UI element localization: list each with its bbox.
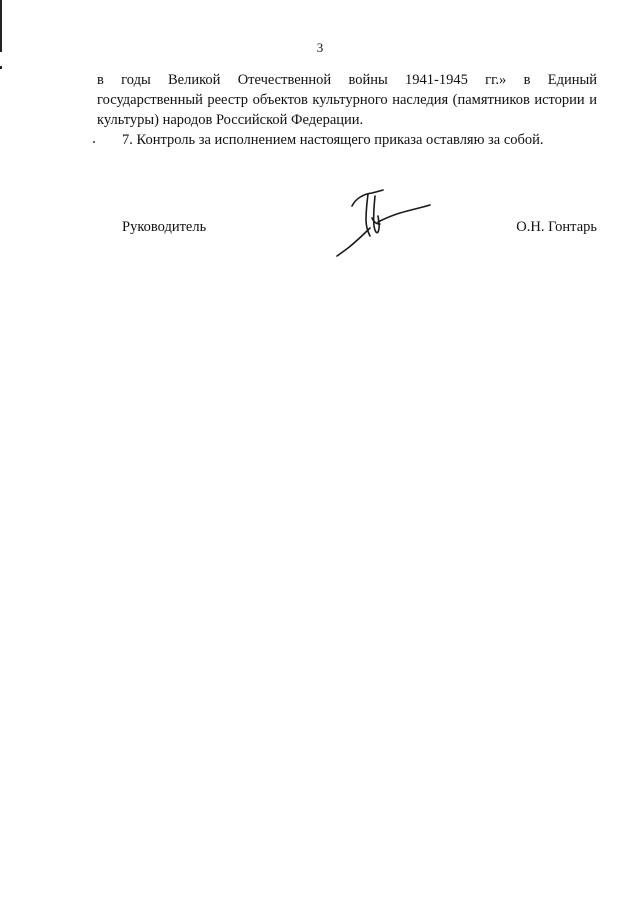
paragraph-item-7: 7. Контроль за исполнением настоящего приказа оставляю за собой.	[122, 132, 544, 148]
paragraph-continuation: в годы Великой Отечественной войны 1941-1945 гг.» в Единый государственный реестр объектов культурного наследия (памятников истории и культуры) народов Российской Федерации.	[97, 72, 597, 128]
page-number: 3	[316, 40, 324, 55]
signatory-name: О.Н. Гонтарь	[516, 219, 597, 235]
signature-block	[0, 219, 640, 241]
scan-edge-dot	[0, 66, 2, 69]
scan-speck	[93, 141, 95, 143]
signatory-title: Руководитель	[122, 219, 207, 235]
handwritten-signature	[330, 182, 440, 260]
